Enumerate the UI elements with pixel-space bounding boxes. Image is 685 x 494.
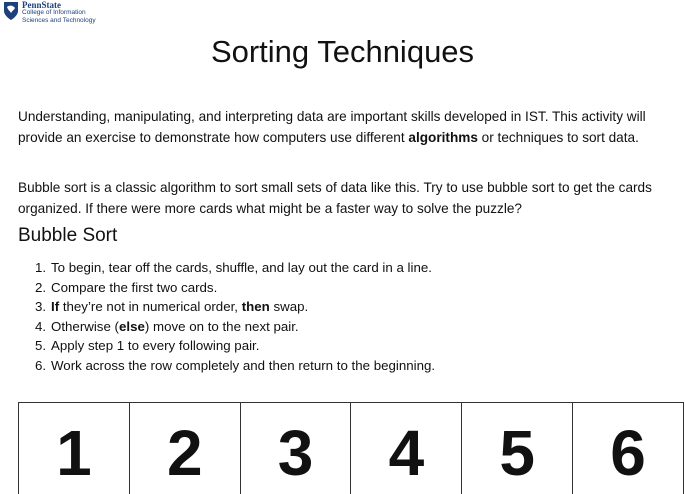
number-card[interactable]: 4 bbox=[351, 403, 462, 494]
logo-line-1: College of Information bbox=[22, 9, 86, 16]
step-item: 5. Apply step 1 to every following pair. bbox=[35, 338, 260, 353]
bubble-sort-intro: Bubble sort is a classic algorithm to sort small sets of data like this. Try to use bubble sort to get the cards organized. If there were more cards what might be a faster way to solve the puzzle? bbox=[18, 180, 652, 216]
step-item: 1. To begin, tear off the cards, shuffle, and lay out the card in a line. bbox=[35, 260, 432, 275]
page-title: Sorting Techniques bbox=[210, 34, 475, 69]
intro-text-after: or techniques to sort data. bbox=[477, 130, 639, 145]
intro-paragraph bbox=[18, 106, 678, 148]
logo-name: PennState bbox=[22, 0, 61, 10]
number-card[interactable]: 2 bbox=[130, 403, 241, 494]
nittany-lion-shield-icon bbox=[3, 1, 19, 21]
number-card[interactable]: 1 bbox=[19, 403, 130, 494]
intro-bold-algorithms: algorithms bbox=[408, 130, 478, 145]
logo-line-2: Sciences and Technology bbox=[22, 17, 96, 24]
step-item: 3. If they’re not in numerical order, then swap. bbox=[35, 299, 309, 314]
section-heading: Bubble Sort bbox=[18, 225, 118, 246]
number-card[interactable]: 3 bbox=[241, 403, 352, 494]
intro-text-before: Understanding, manipulating, and interpreting data are important skills developed in IST. This activity will provide an exercise to demonstrate how computers use different bbox=[18, 109, 646, 145]
step-item: 4. Otherwise (else) move on to the next pair. bbox=[35, 318, 299, 334]
number-cards-row bbox=[18, 402, 684, 494]
pennstate-logo bbox=[3, 1, 96, 25]
step-item: 2. Compare the first two cards. bbox=[35, 279, 218, 295]
number-card[interactable]: 5 bbox=[462, 403, 573, 494]
step-item: 6. Work across the row completely and then return to the beginning. bbox=[35, 357, 436, 373]
number-card[interactable]: 6 bbox=[610, 416, 646, 489]
steps-list bbox=[35, 258, 435, 375]
